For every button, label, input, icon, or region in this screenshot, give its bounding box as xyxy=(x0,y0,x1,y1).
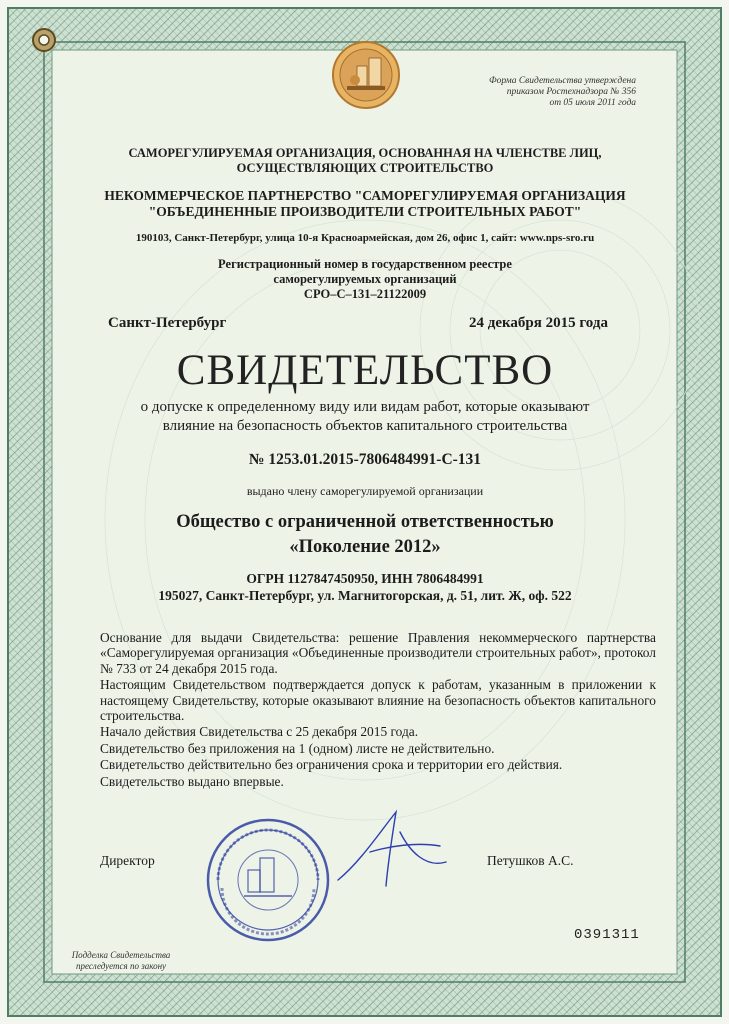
member-org-details: ОГРН 1127847450950, ИНН 7806484991 195027, Санкт-Петербург, ул. Магнитогорская, д. 51, лит. Ж, оф. 522 xyxy=(158,571,572,603)
issue-date: 24 декабря 2015 года xyxy=(469,315,608,331)
signer-name: Петушков А.С. xyxy=(487,853,574,868)
grommet-icon xyxy=(30,26,58,54)
registry-number-block: Регистрационный номер в государственном реестре саморегулируемых организаций СРО–С–131–21122009 xyxy=(218,257,512,301)
body-paragraph: Начало действия Свидетельства с 25 декабря 2015 года. xyxy=(100,724,419,740)
certificate-number: № 1253.01.2015-7806484991-С-131 xyxy=(248,451,482,468)
certificate-body xyxy=(100,630,656,789)
issue-city: Санкт-Петербург xyxy=(108,315,227,331)
body-paragraph: Основание для выдачи Свидетельства: решение Правления некоммерческого партнерства «Саморегулируемая организация «Объединенные производители строительных работ», протокол № 733 от 24 декабря 2015 года. xyxy=(100,630,656,676)
issued-to-label: выдано члену саморегулируемой организации xyxy=(246,484,484,498)
sro-name-heading: НЕКОММЕРЧЕСКОЕ ПАРТНЕРСТВО "САМОРЕГУЛИРУЕМАЯ ОРГАНИЗАЦИЯ "ОБЪЕДИНЕННЫЕ ПРОИЗВОДИТЕЛИ СТРОИТЕЛЬНЫХ РАБОТ" xyxy=(104,188,626,219)
body-paragraph: Свидетельство выдано впервые. xyxy=(100,773,284,789)
document-title: СВИДЕТЕЛЬСТВО xyxy=(176,347,554,394)
director-signature-icon xyxy=(330,802,450,892)
round-stamp-icon xyxy=(204,816,332,944)
body-paragraph: Настоящим Свидетельством подтверждается допуск к работам, указанным в приложении к настоящему Свидетельству, которые оказывают влияние на безопасность объектов капитального строительства. xyxy=(100,677,656,724)
sro-type-heading: САМОРЕГУЛИРУЕМАЯ ОРГАНИЗАЦИЯ, ОСНОВАННАЯ НА ЧЛЕНСТВЕ ЛИЦ, ОСУЩЕСТВЛЯЮЩИХ СТРОИТЕЛЬСТВО xyxy=(128,146,602,175)
body-paragraph: Свидетельство действительно без ограничения срока и территории его действия. xyxy=(100,757,563,773)
sro-emblem-icon xyxy=(331,40,401,110)
director-label: Директор xyxy=(100,853,155,868)
forgery-warning: Подделка Свидетельства преследуется по закону xyxy=(71,950,171,971)
document-subtitle: о допуске к определенному виду или видам работ, которые оказывают влияние на безопасность объектов капитального строительства xyxy=(140,399,590,434)
body-paragraph: Свидетельство без приложения на 1 (одном) листе не действительно. xyxy=(100,740,495,756)
serial-number: 0391311 xyxy=(574,927,640,943)
member-org-name: Общество с ограниченной ответственностью «Поколение 2012» xyxy=(176,512,554,557)
sro-address: 190103, Санкт-Петербург, улица 10-я Красноармейская, дом 26, офис 1, сайт: www.nps-sro.ru xyxy=(135,232,595,244)
form-approval-note: Форма Свидетельства утверждена приказом Ростехнадзора № 356 от 05 июля 2011 года xyxy=(488,76,636,108)
